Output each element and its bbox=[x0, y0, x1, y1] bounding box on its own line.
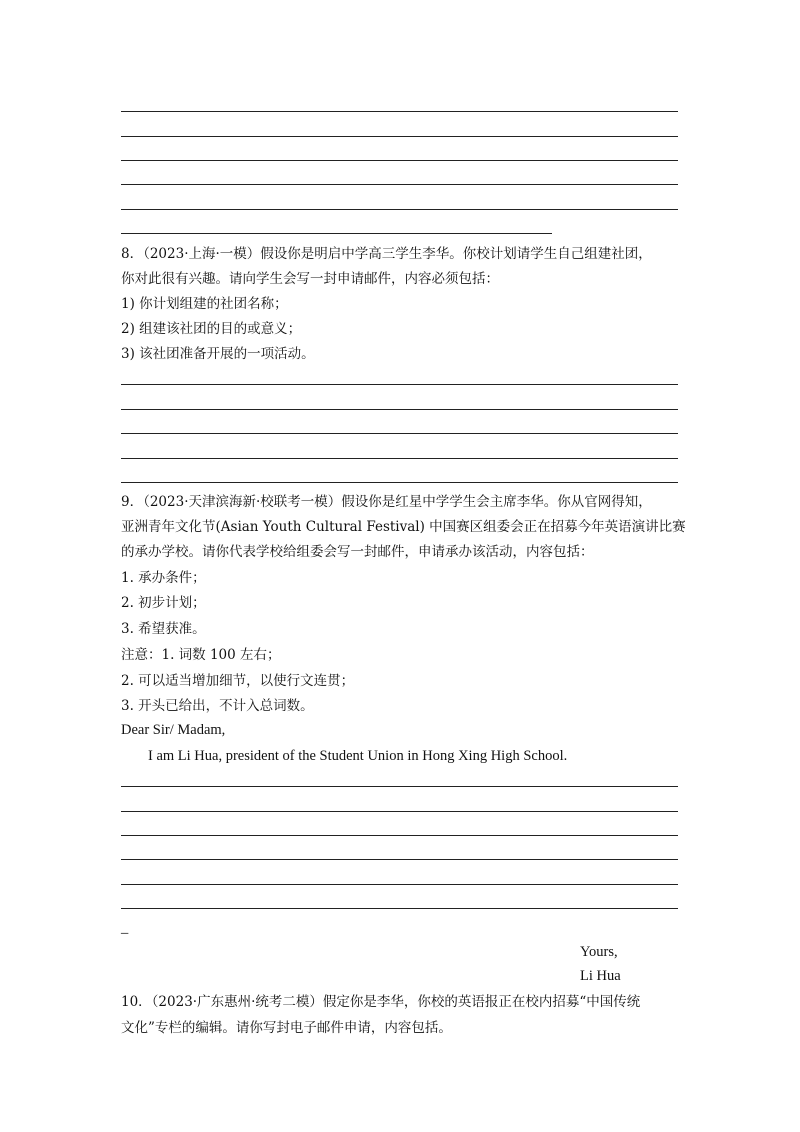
q8-point-3: 3) 该社团准备开展的一项活动。 bbox=[121, 346, 315, 362]
answer-line bbox=[121, 160, 678, 161]
q9-note-3: 3. 开头已给出，不计入总词数。 bbox=[121, 698, 314, 714]
answer-line bbox=[121, 184, 678, 185]
q9-question-cont1: 亚洲青年文化节(Asian Youth Cultural Festival) 中国赛区组委会正在招募今年英语演讲比赛 bbox=[121, 519, 686, 535]
answer-line bbox=[121, 859, 678, 860]
q10-question-cont: 文化”专栏的编辑。请你写封电子邮件申请，内容包括。 bbox=[121, 1020, 452, 1036]
answer-line bbox=[121, 835, 678, 836]
q9-note-1: 注意：1. 词数 100 左右； bbox=[121, 647, 281, 663]
letter-opening: I am Li Hua, president of the Student Union in Hong Xing High School. bbox=[148, 748, 568, 764]
q8-point-1: 1) 你计划组建的社团名称； bbox=[121, 296, 288, 312]
q8-point-2: 2) 组建该社团的目的或意义； bbox=[121, 321, 302, 337]
q9-question: 9．（2023·天津滨海新·校联考一模）假设你是红星中学学生会主席李华。你从官网得知， bbox=[121, 494, 652, 510]
answer-line bbox=[121, 482, 678, 483]
letter-signature: Li Hua bbox=[580, 968, 621, 984]
answer-line bbox=[121, 111, 678, 112]
q8-question-cont: 你对此很有兴趣。请向学生会写一封申请邮件，内容必须包括： bbox=[121, 271, 499, 287]
answer-line bbox=[121, 811, 678, 812]
letter-salutation: Dear Sir/ Madam, bbox=[121, 722, 226, 738]
trailing-mark: _ bbox=[121, 920, 129, 936]
q9-point-3: 3. 希望获准。 bbox=[121, 621, 206, 637]
answer-line bbox=[121, 884, 678, 885]
answer-line bbox=[121, 458, 678, 459]
answer-line bbox=[121, 209, 678, 210]
answer-line bbox=[121, 384, 678, 385]
q8-question: 8．（2023·上海·一模）假设你是明启中学高三学生李华。你校计划请学生自己组建社团， bbox=[121, 246, 652, 262]
q9-point-1: 1. 承办条件； bbox=[121, 570, 206, 586]
q9-question-cont2: 的承办学校。请你代表学校给组委会写一封邮件，申请承办该活动，内容包括： bbox=[121, 544, 594, 560]
q10-question: 10．（2023·广东惠州·统考二模）假定你是李华，你校的英语报正在校内招募“中国传统 bbox=[121, 994, 641, 1010]
answer-line bbox=[121, 433, 678, 434]
q9-point-2: 2. 初步计划； bbox=[121, 595, 206, 611]
answer-line bbox=[121, 233, 552, 234]
letter-closing: Yours, bbox=[580, 944, 618, 960]
answer-line bbox=[121, 908, 678, 909]
answer-line bbox=[121, 136, 678, 137]
answer-line bbox=[121, 786, 678, 787]
q9-note-2: 2. 可以适当增加细节，以使行文连贯； bbox=[121, 673, 355, 689]
answer-line bbox=[121, 409, 678, 410]
